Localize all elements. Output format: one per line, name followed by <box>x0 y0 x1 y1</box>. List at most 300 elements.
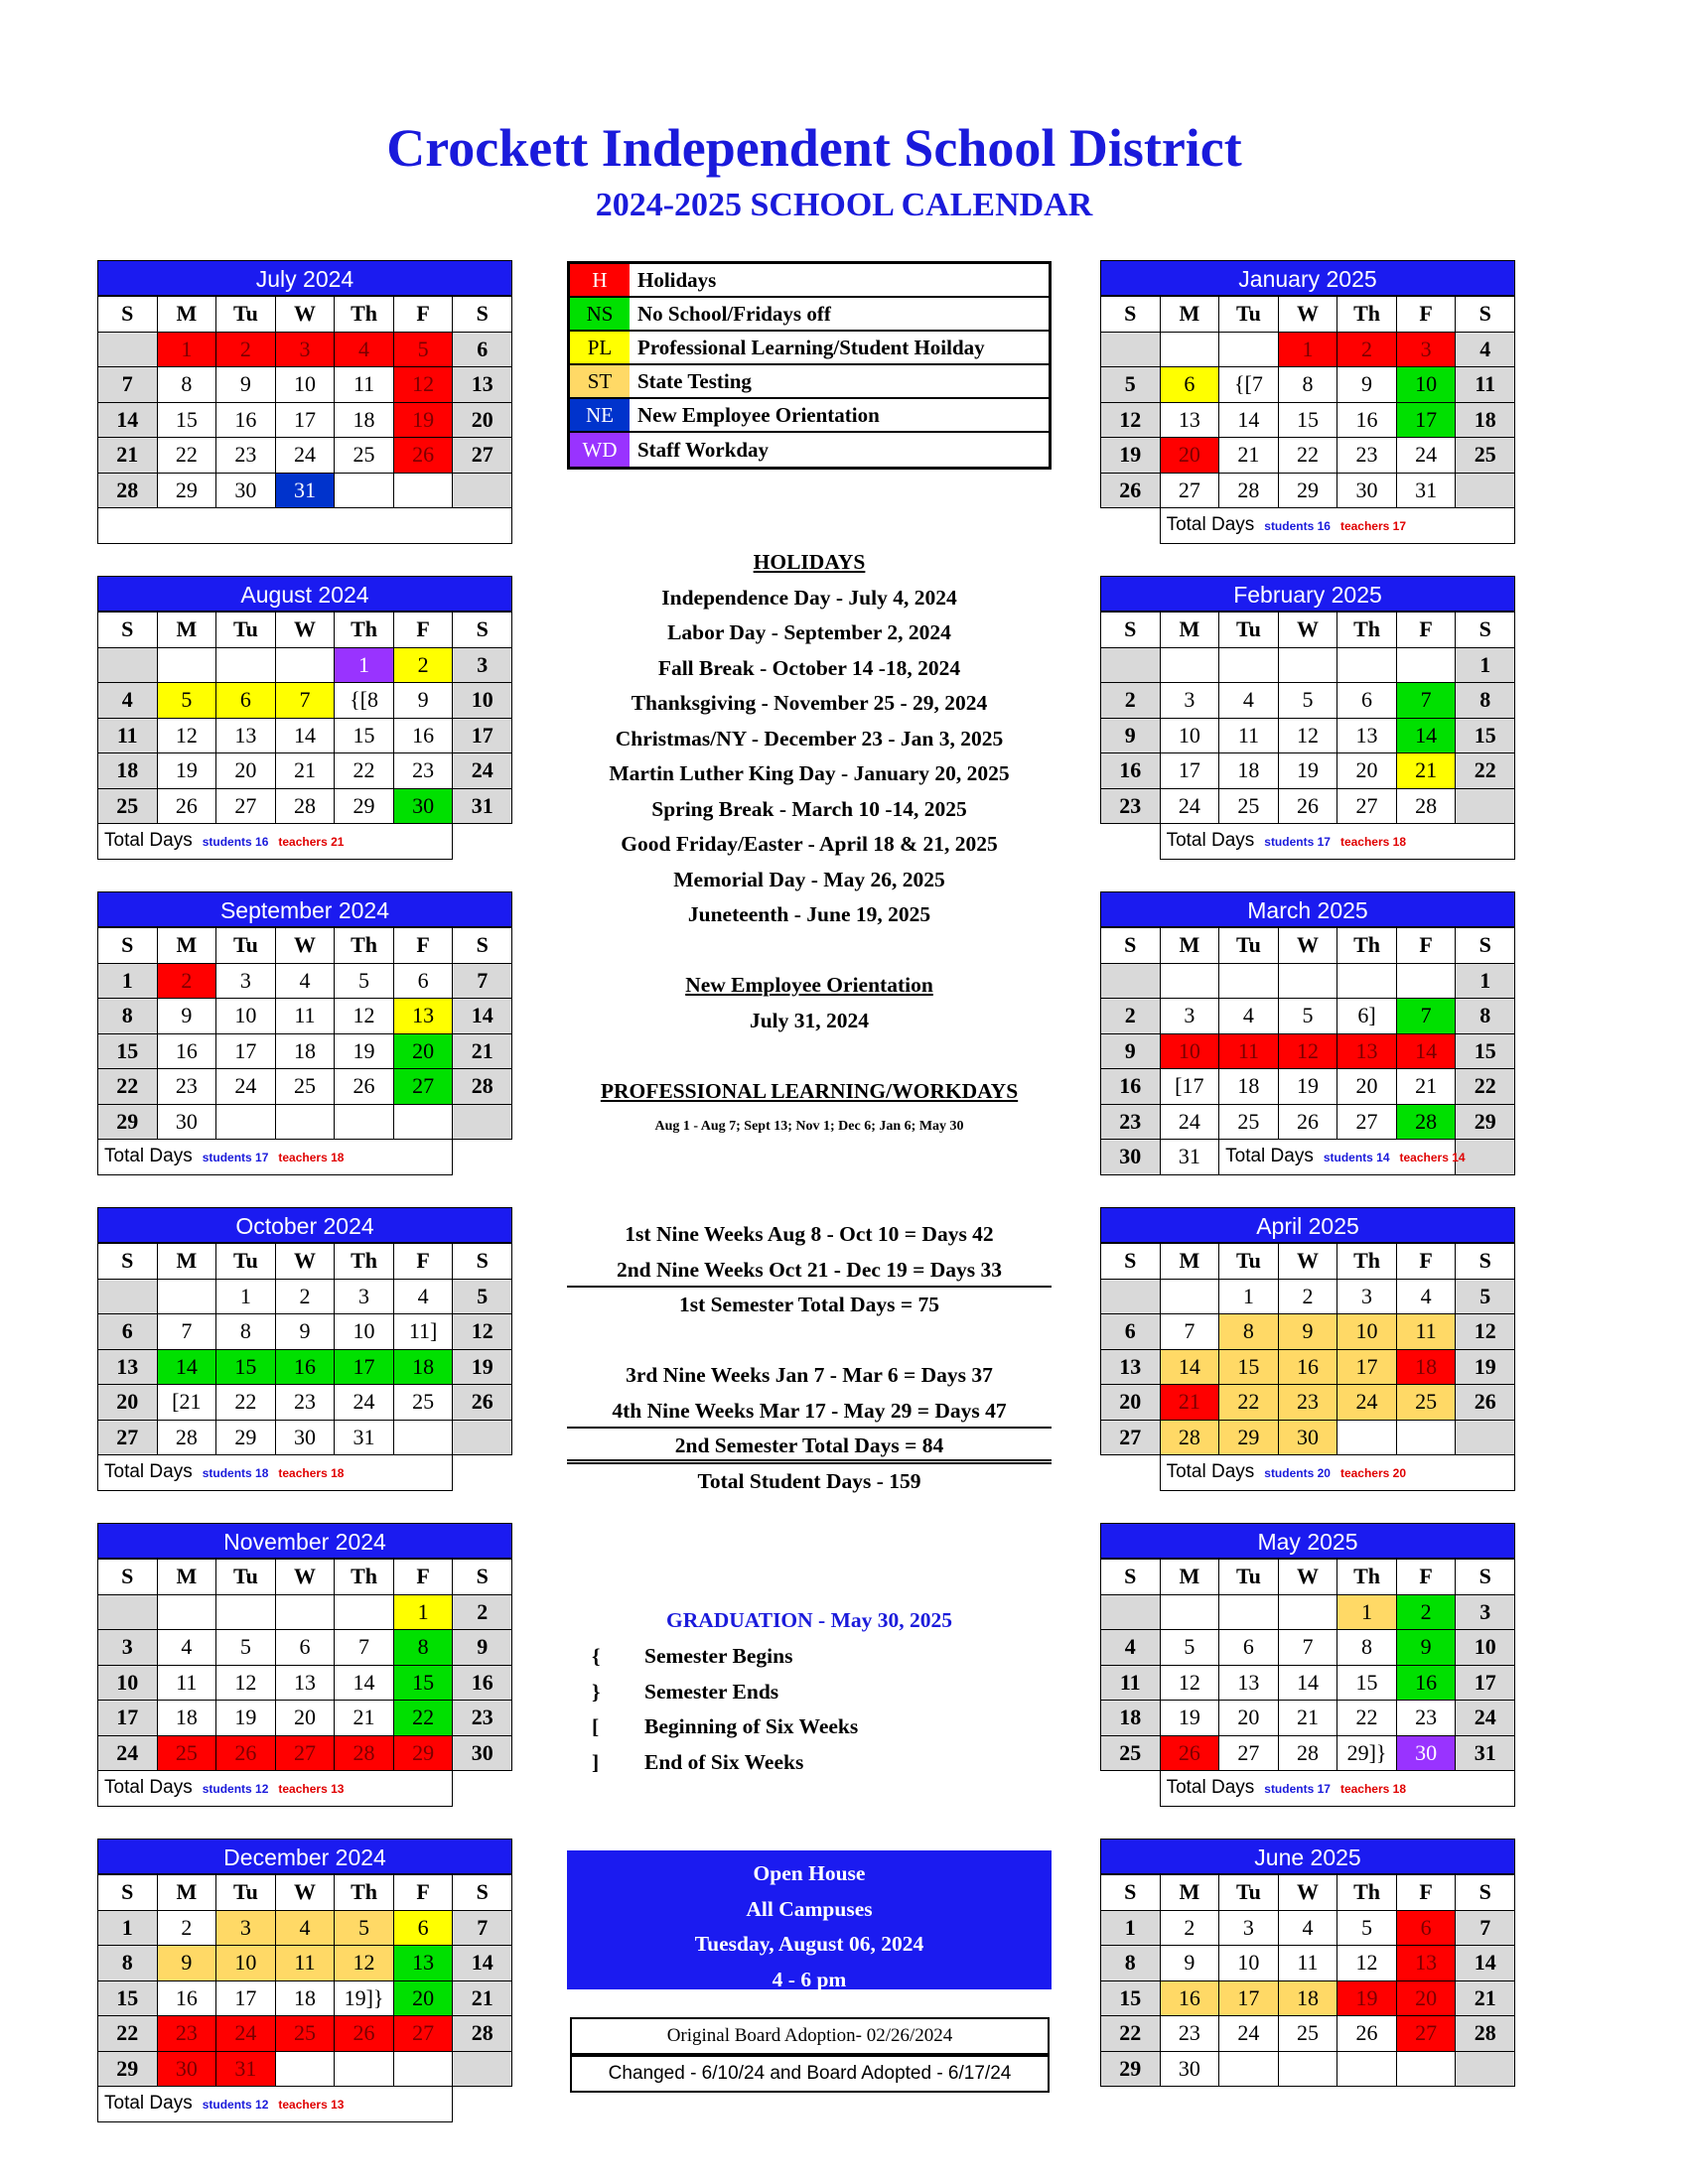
day-cell: 18 <box>275 1980 335 2016</box>
day-cell: 15 <box>1456 718 1515 753</box>
day-cell: 8 <box>393 1630 453 1666</box>
dow-label: Th <box>1337 928 1397 964</box>
day-cell: 19 <box>1101 438 1161 474</box>
day-cell <box>275 1104 335 1140</box>
day-cell <box>1337 647 1397 683</box>
day-cell: 28 <box>453 1069 512 1105</box>
dow-label: Tu <box>216 1875 276 1911</box>
month-8 <box>1100 891 1515 1175</box>
changed-adoption: Changed - 6/10/24 and Board Adopted - 6/17/24 <box>570 2055 1050 2093</box>
day-cell: 7 <box>335 1630 394 1666</box>
legend-label: New Employee Orientation <box>637 402 880 427</box>
day-cell: 29 <box>98 2051 158 2087</box>
day-cell <box>453 1104 512 1140</box>
open-house-box <box>567 1850 1052 1989</box>
students-count: students 16 <box>202 835 269 850</box>
day-cell: 15 <box>335 718 394 753</box>
day-cell: 22 <box>98 2016 158 2052</box>
day-cell: 6 <box>275 1630 335 1666</box>
total-days <box>1160 1455 1514 1491</box>
day-cell: 27 <box>393 2016 453 2052</box>
semester-summary <box>567 1217 1052 1499</box>
dow-label: S <box>453 1875 512 1911</box>
day-cell: 24 <box>275 438 335 474</box>
day-cell: 10 <box>98 1665 158 1701</box>
day-cell: 27 <box>1219 1735 1279 1771</box>
day-cell: 7 <box>1396 683 1456 719</box>
open-house-date: Tuesday, August 06, 2024 <box>694 1932 924 1956</box>
dow-label: Tu <box>1219 613 1279 648</box>
dow-label: S <box>98 613 158 648</box>
day-cell: 16 <box>1160 1980 1219 2016</box>
day-cell: 27 <box>216 788 276 824</box>
day-cell: 9 <box>1337 367 1397 403</box>
day-cell: 26 <box>1160 1735 1219 1771</box>
day-cell: 29 <box>1219 1420 1279 1455</box>
day-cell: 22 <box>393 1701 453 1736</box>
day-cell: 30 <box>157 2051 216 2087</box>
day-cell: 16 <box>1278 1349 1337 1385</box>
day-cell: 10 <box>1396 367 1456 403</box>
dow-label: F <box>393 928 453 964</box>
dow-label: F <box>1396 297 1456 333</box>
day-cell: 2 <box>1337 332 1397 367</box>
day-cell <box>1456 1420 1515 1455</box>
dow-label: F <box>1396 613 1456 648</box>
dow-label: W <box>1278 928 1337 964</box>
day-cell: 2 <box>157 1910 216 1946</box>
day-cell: 12 <box>1278 1033 1337 1069</box>
day-cell: 2 <box>453 1594 512 1630</box>
day-cell: 13 <box>1101 1349 1161 1385</box>
dow-label: S <box>1456 1875 1515 1911</box>
day-cell: 26 <box>1278 1104 1337 1140</box>
day-cell: 17 <box>1456 1665 1515 1701</box>
month-3 <box>97 1207 512 1491</box>
day-cell: 28 <box>1396 1104 1456 1140</box>
day-cell <box>216 647 276 683</box>
legend-row <box>570 298 1049 332</box>
day-cell: 8 <box>1278 367 1337 403</box>
key-symbol: { <box>592 1644 601 1668</box>
day-cell: 7 <box>1456 1910 1515 1946</box>
day-cell: 6 <box>1101 1314 1161 1350</box>
day-cell: 4 <box>1219 999 1279 1034</box>
day-cell: 26 <box>453 1385 512 1421</box>
day-cell: 15 <box>1456 1033 1515 1069</box>
total-label: Total Days <box>1166 1777 1255 1799</box>
teachers-count: teachers 13 <box>278 1782 345 1797</box>
day-cell: 22 <box>335 753 394 789</box>
day-cell: 28 <box>1456 2016 1515 2052</box>
dow-label: W <box>275 1875 335 1911</box>
dow-label: Th <box>335 928 394 964</box>
students-count: students 16 <box>1264 519 1331 534</box>
nine-weeks-2: 2nd Nine Weeks Oct 21 - Dec 19 = Days 33 <box>567 1253 1052 1289</box>
dow-label: M <box>157 297 216 333</box>
day-cell: {[7 <box>1219 367 1279 403</box>
day-cell: 10 <box>1160 718 1219 753</box>
day-cell: 31 <box>453 788 512 824</box>
day-cell: 10 <box>1337 1314 1397 1350</box>
holiday-item: Fall Break - October 14 -18, 2024 <box>657 655 961 680</box>
day-cell: 19 <box>393 402 453 438</box>
day-cell: 13 <box>453 367 512 403</box>
students-count: students 17 <box>1264 1782 1331 1797</box>
day-cell: 1 <box>1456 647 1515 683</box>
total-label: Total Days <box>1166 830 1255 852</box>
day-cell: 23 <box>1337 438 1397 474</box>
day-cell: 9 <box>216 367 276 403</box>
day-cell <box>1396 647 1456 683</box>
day-cell: 3 <box>98 1630 158 1666</box>
day-cell: 1 <box>157 332 216 367</box>
day-cell: 12 <box>335 1946 394 1981</box>
blank-cell <box>453 1140 512 1175</box>
day-cell: 11 <box>157 1665 216 1701</box>
day-cell: 12 <box>157 718 216 753</box>
day-cell <box>98 1279 158 1314</box>
dow-label: S <box>1456 613 1515 648</box>
day-cell: 17 <box>275 402 335 438</box>
day-cell: 24 <box>98 1735 158 1771</box>
total-days <box>1219 1140 1466 1175</box>
day-cell: 4 <box>1101 1630 1161 1666</box>
day-cell: 17 <box>1160 753 1219 789</box>
day-cell: 14 <box>1160 1349 1219 1385</box>
day-cell: 24 <box>216 1069 276 1105</box>
day-cell: 17 <box>453 718 512 753</box>
day-cell <box>1219 963 1279 999</box>
day-cell: 18 <box>1219 1069 1279 1105</box>
day-cell: 18 <box>1101 1701 1161 1736</box>
day-cell: 12 <box>1337 1946 1397 1981</box>
teachers-count: teachers 17 <box>1339 519 1406 534</box>
day-cell: 9 <box>1160 1946 1219 1981</box>
holiday-item: Spring Break - March 10 -14, 2025 <box>651 796 967 821</box>
day-cell: 14 <box>1219 402 1279 438</box>
day-cell: 24 <box>216 2016 276 2052</box>
day-cell <box>1101 1279 1161 1314</box>
day-cell: 8 <box>98 999 158 1034</box>
day-cell: 18 <box>1456 402 1515 438</box>
day-cell: 11 <box>1219 1033 1279 1069</box>
day-cell: 11 <box>1219 718 1279 753</box>
day-cell <box>275 2051 335 2087</box>
day-cell: 28 <box>1160 1420 1219 1455</box>
day-cell: 20 <box>275 1701 335 1736</box>
day-cell: 2 <box>1396 1594 1456 1630</box>
day-cell <box>1396 2051 1456 2087</box>
dow-label: F <box>393 613 453 648</box>
day-cell: 23 <box>393 753 453 789</box>
month-1 <box>97 576 512 860</box>
day-cell: 5 <box>1278 999 1337 1034</box>
day-cell: 1 <box>216 1279 276 1314</box>
day-cell: 14 <box>335 1665 394 1701</box>
day-cell: 23 <box>275 1385 335 1421</box>
dow-label: S <box>453 613 512 648</box>
day-cell: 30 <box>1101 1140 1161 1175</box>
day-cell: 7 <box>275 683 335 719</box>
day-cell <box>98 332 158 367</box>
month-7 <box>1100 576 1515 860</box>
day-cell: 11 <box>275 999 335 1034</box>
day-cell: 22 <box>1337 1701 1397 1736</box>
day-cell: 7 <box>98 367 158 403</box>
dow-label: S <box>98 297 158 333</box>
day-cell <box>1456 473 1515 508</box>
dow-label: Tu <box>216 1560 276 1595</box>
total-days <box>98 508 512 544</box>
day-cell: 14 <box>98 402 158 438</box>
blank-cell <box>453 1455 512 1491</box>
month-4 <box>97 1523 512 1807</box>
day-cell: 20 <box>393 1980 453 2016</box>
day-cell: 26 <box>335 2016 394 2052</box>
day-cell: 20 <box>1219 1701 1279 1736</box>
dow-label: F <box>1396 1244 1456 1280</box>
students-count: students 14 <box>1323 1151 1390 1165</box>
day-cell <box>1278 2051 1337 2087</box>
semester-1-total: 1st Semester Total Days = 75 <box>678 1293 940 1316</box>
dow-label: S <box>1456 928 1515 964</box>
day-cell: 1 <box>98 1910 158 1946</box>
dow-label: W <box>1278 1875 1337 1911</box>
day-cell: 13 <box>393 1946 453 1981</box>
total-student-days: Total Student Days - 159 <box>697 1468 921 1493</box>
dow-label: S <box>1101 1244 1161 1280</box>
day-cell: 3 <box>1456 1594 1515 1630</box>
day-cell: 28 <box>157 1420 216 1455</box>
day-cell: 31 <box>335 1420 394 1455</box>
teachers-count: teachers 13 <box>278 2098 345 2113</box>
dow-label: W <box>275 613 335 648</box>
pl-title: PROFESSIONAL LEARNING/WORKDAYS <box>600 1078 1019 1103</box>
dow-label: W <box>1278 613 1337 648</box>
day-cell: 1 <box>393 1594 453 1630</box>
month-header: September 2024 <box>97 891 512 927</box>
day-cell: 23 <box>1278 1385 1337 1421</box>
day-cell: 29 <box>98 1104 158 1140</box>
day-cell: 15 <box>157 402 216 438</box>
day-cell: 2 <box>157 963 216 999</box>
dow-label: M <box>157 1244 216 1280</box>
day-cell: 11 <box>1456 367 1515 403</box>
day-cell: 31 <box>216 2051 276 2087</box>
day-cell: 23 <box>216 438 276 474</box>
day-cell: 21 <box>453 1980 512 2016</box>
day-cell: 24 <box>1160 788 1219 824</box>
month-header: October 2024 <box>97 1207 512 1243</box>
day-cell: 27 <box>453 438 512 474</box>
total-days <box>1160 1771 1514 1807</box>
dow-label: M <box>1160 297 1219 333</box>
teachers-count: teachers 18 <box>278 1466 345 1481</box>
pl-dates: Aug 1 - Aug 7; Sept 13; Nov 1; Dec 6; Jan 6; May 30 <box>654 1119 964 1134</box>
day-cell <box>1456 2051 1515 2087</box>
day-cell <box>1219 1594 1279 1630</box>
total-days <box>1160 508 1514 544</box>
legend-label: Holidays <box>637 267 717 292</box>
day-cell: 12 <box>1101 402 1161 438</box>
day-cell: 18 <box>98 753 158 789</box>
day-cell: 27 <box>98 1420 158 1455</box>
day-cell: 6 <box>393 963 453 999</box>
month-5 <box>97 1839 512 2122</box>
day-cell <box>393 2051 453 2087</box>
day-cell: [21 <box>157 1385 216 1421</box>
dow-label: M <box>157 1560 216 1595</box>
dow-label: F <box>1396 1875 1456 1911</box>
holiday-item: Martin Luther King Day - January 20, 2025 <box>609 761 1010 785</box>
day-cell: 21 <box>98 438 158 474</box>
orientation-title: New Employee Orientation <box>685 973 933 997</box>
day-cell: 5 <box>216 1630 276 1666</box>
day-cell: 1 <box>1219 1279 1279 1314</box>
dow-label: M <box>157 613 216 648</box>
holiday-item: Labor Day - September 2, 2024 <box>667 620 951 644</box>
day-cell: 24 <box>1160 1104 1219 1140</box>
legend-row <box>570 365 1049 399</box>
day-cell: 28 <box>1396 788 1456 824</box>
dow-label: W <box>275 1560 335 1595</box>
day-cell: 15 <box>1337 1665 1397 1701</box>
dow-label: M <box>1160 928 1219 964</box>
dow-label: Tu <box>1219 1560 1279 1595</box>
dow-label: M <box>1160 1244 1219 1280</box>
day-cell: 14 <box>453 999 512 1034</box>
day-cell: 31 <box>275 473 335 508</box>
day-cell: 12 <box>1456 1314 1515 1350</box>
day-cell: 21 <box>453 1033 512 1069</box>
students-count: students 17 <box>202 1151 269 1165</box>
day-cell: 15 <box>1278 402 1337 438</box>
day-cell: 25 <box>1278 2016 1337 2052</box>
total-days <box>98 1455 453 1491</box>
total-label: Total Days <box>104 1461 193 1483</box>
dow-label: Th <box>1337 1560 1397 1595</box>
day-cell: 19 <box>157 753 216 789</box>
day-cell: 16 <box>1396 1665 1456 1701</box>
legend-code: ST <box>570 365 630 397</box>
day-cell: 4 <box>335 332 394 367</box>
day-cell: 16 <box>216 402 276 438</box>
day-cell: 20 <box>1337 753 1397 789</box>
day-cell: 12 <box>453 1314 512 1350</box>
day-cell: 22 <box>1219 1385 1279 1421</box>
day-cell <box>1278 647 1337 683</box>
day-cell: 31 <box>1160 1140 1219 1175</box>
teachers-count: teachers 18 <box>1339 835 1406 850</box>
day-cell: 3 <box>335 1279 394 1314</box>
day-cell: 28 <box>1219 473 1279 508</box>
day-cell: 5 <box>1278 683 1337 719</box>
day-cell <box>216 1594 276 1630</box>
dow-label: S <box>1101 928 1161 964</box>
day-cell <box>1101 647 1161 683</box>
day-cell: 16 <box>393 718 453 753</box>
day-cell: 3 <box>453 647 512 683</box>
day-cell: 4 <box>98 683 158 719</box>
month-header: January 2025 <box>1100 260 1515 296</box>
day-cell: 8 <box>1101 1946 1161 1981</box>
day-cell: 14 <box>1396 1033 1456 1069</box>
legend-row <box>570 399 1049 433</box>
day-cell: 13 <box>1337 718 1397 753</box>
day-cell: 29 <box>335 788 394 824</box>
day-cell: 16 <box>157 1033 216 1069</box>
day-cell: 30 <box>1278 1420 1337 1455</box>
day-cell: 15 <box>393 1665 453 1701</box>
holidays-title: HOLIDAYS <box>753 550 866 574</box>
day-cell: 4 <box>1396 1279 1456 1314</box>
day-cell: 7 <box>1160 1314 1219 1350</box>
total-label: Total Days <box>1225 1146 1314 1167</box>
day-cell <box>453 473 512 508</box>
students-count: students 20 <box>1264 1466 1331 1481</box>
total-label: Total Days <box>1166 514 1255 536</box>
dow-label: S <box>1101 1875 1161 1911</box>
day-cell <box>1160 963 1219 999</box>
dow-label: W <box>1278 297 1337 333</box>
day-cell: 2 <box>393 647 453 683</box>
day-cell <box>98 1594 158 1630</box>
legend-code: NS <box>570 298 630 330</box>
day-cell: 4 <box>1456 332 1515 367</box>
day-cell <box>1219 332 1279 367</box>
day-cell: 17 <box>1219 1980 1279 2016</box>
day-cell: 17 <box>216 1980 276 2016</box>
holiday-item: Memorial Day - May 26, 2025 <box>673 867 945 891</box>
day-cell <box>98 647 158 683</box>
day-cell: 12 <box>1160 1665 1219 1701</box>
symbol-key <box>592 1639 858 1780</box>
dow-label: Th <box>335 1875 394 1911</box>
dow-label: F <box>1396 1560 1456 1595</box>
holiday-item: Juneteenth - June 19, 2025 <box>687 902 931 926</box>
total-days <box>1160 824 1514 860</box>
day-cell: 9 <box>1101 718 1161 753</box>
day-cell: 21 <box>1396 753 1456 789</box>
day-cell: 23 <box>453 1701 512 1736</box>
blank-cell <box>1101 824 1161 860</box>
day-cell: 6 <box>216 683 276 719</box>
day-cell: 19 <box>453 1349 512 1385</box>
day-cell: 27 <box>1337 1104 1397 1140</box>
dow-label: S <box>98 1560 158 1595</box>
day-cell: 26 <box>1101 473 1161 508</box>
day-cell <box>275 647 335 683</box>
day-cell: 25 <box>1219 788 1279 824</box>
day-cell: 8 <box>1337 1630 1397 1666</box>
day-cell: 21 <box>1160 1385 1219 1421</box>
legend-code: NE <box>570 399 630 431</box>
day-cell: 21 <box>1278 1701 1337 1736</box>
day-cell: 23 <box>157 2016 216 2052</box>
dow-label: S <box>453 1560 512 1595</box>
day-cell: 5 <box>157 683 216 719</box>
dow-label: Tu <box>1219 1875 1279 1911</box>
day-cell: 25 <box>393 1385 453 1421</box>
day-cell <box>1337 2051 1397 2087</box>
day-cell: 10 <box>1160 1033 1219 1069</box>
day-cell <box>1160 1279 1219 1314</box>
dow-label: M <box>1160 1560 1219 1595</box>
day-cell: 21 <box>275 753 335 789</box>
day-cell: 31 <box>1396 473 1456 508</box>
day-cell: 26 <box>1278 788 1337 824</box>
